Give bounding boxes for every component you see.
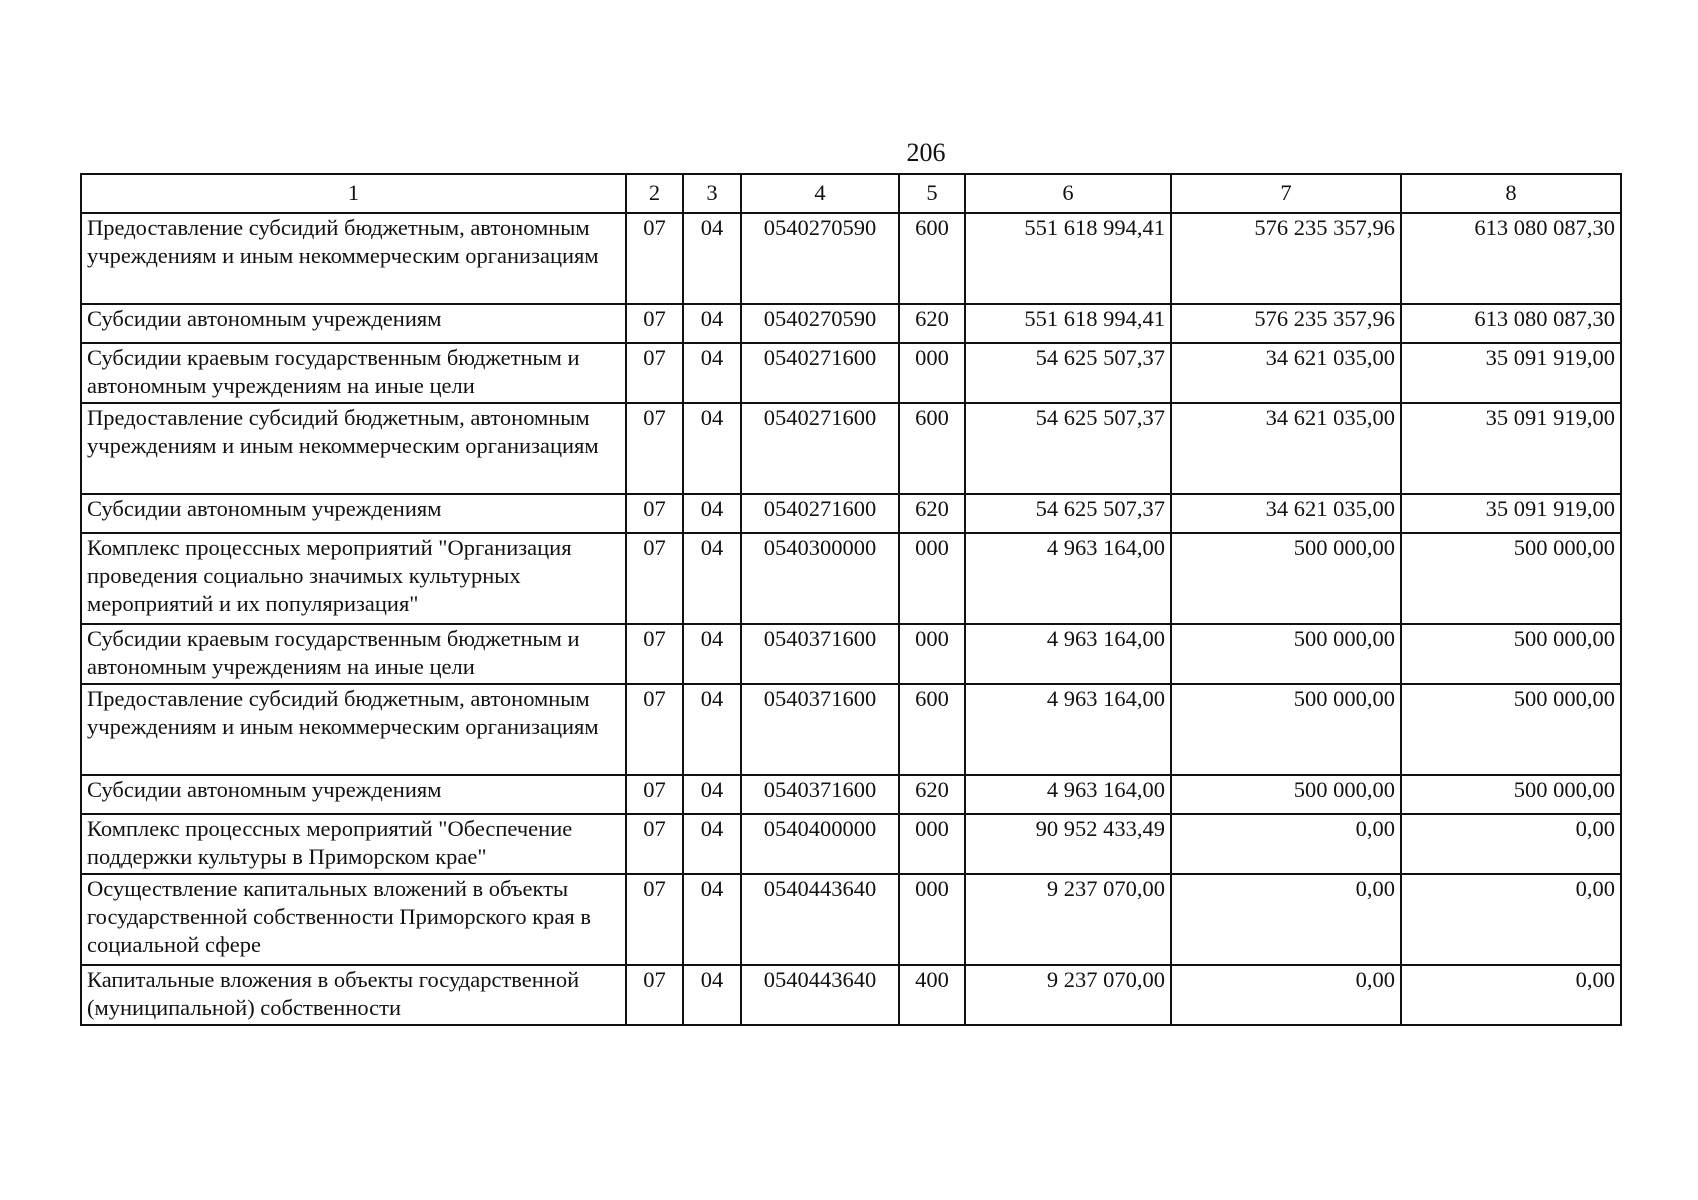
header-col-5: 5: [899, 174, 965, 213]
row-expense-type: 400: [899, 965, 965, 1025]
row-expense-type: 620: [899, 304, 965, 343]
row-amount-7: 500 000,00: [1171, 624, 1401, 684]
row-subsection: 04: [683, 533, 741, 624]
row-expense-type: 620: [899, 494, 965, 533]
row-name: Субсидии автономным учреждениям: [81, 775, 626, 814]
row-section: 07: [626, 343, 683, 403]
row-name: Осуществление капитальных вложений в объекты государственной собственности Приморского края в социальной сфере: [81, 874, 626, 965]
row-section: 07: [626, 874, 683, 965]
row-amount-7: 576 235 357,96: [1171, 213, 1401, 304]
table-row: [81, 213, 1621, 304]
header-col-8: 8: [1401, 174, 1621, 213]
row-amount-6: 4 963 164,00: [965, 533, 1171, 624]
table-row: [81, 965, 1621, 1025]
row-amount-7: 0,00: [1171, 965, 1401, 1025]
table-row: [81, 304, 1621, 343]
row-amount-7: 34 621 035,00: [1171, 494, 1401, 533]
row-subsection: 04: [683, 684, 741, 775]
row-amount-7: 500 000,00: [1171, 775, 1401, 814]
table-row: [81, 874, 1621, 965]
row-subsection: 04: [683, 775, 741, 814]
row-section: 07: [626, 213, 683, 304]
row-target-code: 0540443640: [741, 965, 899, 1025]
row-amount-8: 613 080 087,30: [1401, 304, 1621, 343]
row-target-code: 0540270590: [741, 304, 899, 343]
row-subsection: 04: [683, 965, 741, 1025]
row-target-code: 0540271600: [741, 343, 899, 403]
row-section: 07: [626, 965, 683, 1025]
row-section: 07: [626, 494, 683, 533]
table-row: [81, 403, 1621, 494]
header-col-2: 2: [626, 174, 683, 213]
row-amount-8: 35 091 919,00: [1401, 343, 1621, 403]
row-expense-type: 600: [899, 213, 965, 304]
table-row: [81, 775, 1621, 814]
header-col-1: 1: [81, 174, 626, 213]
row-name: Предоставление субсидий бюджетным, автономным учреждениям и иным некоммерческим организациям: [81, 684, 626, 775]
row-expense-type: 000: [899, 533, 965, 624]
table-row: [81, 684, 1621, 775]
row-subsection: 04: [683, 814, 741, 874]
header-col-7: 7: [1171, 174, 1401, 213]
row-expense-type: 000: [899, 343, 965, 403]
row-expense-type: 000: [899, 814, 965, 874]
row-amount-8: 0,00: [1401, 874, 1621, 965]
row-expense-type: 600: [899, 684, 965, 775]
row-subsection: 04: [683, 494, 741, 533]
row-target-code: 0540270590: [741, 213, 899, 304]
row-expense-type: 600: [899, 403, 965, 494]
row-name: Субсидии автономным учреждениям: [81, 304, 626, 343]
row-amount-6: 551 618 994,41: [965, 213, 1171, 304]
row-expense-type: 000: [899, 874, 965, 965]
row-amount-6: 4 963 164,00: [965, 624, 1171, 684]
header-col-4: 4: [741, 174, 899, 213]
row-target-code: 0540271600: [741, 494, 899, 533]
row-amount-6: 4 963 164,00: [965, 775, 1171, 814]
row-name: Субсидии краевым государственным бюджетным и автономным учреждениям на иные цели: [81, 624, 626, 684]
row-subsection: 04: [683, 343, 741, 403]
row-target-code: 0540300000: [741, 533, 899, 624]
row-name: Капитальные вложения в объекты государственной (муниципальной) собственности: [81, 965, 626, 1025]
budget-table: [80, 173, 1622, 1026]
row-amount-8: 613 080 087,30: [1401, 213, 1621, 304]
row-amount-8: 500 000,00: [1401, 624, 1621, 684]
row-amount-7: 34 621 035,00: [1171, 343, 1401, 403]
table-row: [81, 624, 1621, 684]
row-section: 07: [626, 775, 683, 814]
row-amount-6: 9 237 070,00: [965, 874, 1171, 965]
header-col-3: 3: [683, 174, 741, 213]
row-amount-7: 576 235 357,96: [1171, 304, 1401, 343]
row-section: 07: [626, 624, 683, 684]
row-subsection: 04: [683, 874, 741, 965]
row-section: 07: [626, 304, 683, 343]
header-row: [81, 174, 1621, 213]
row-name: Субсидии автономным учреждениям: [81, 494, 626, 533]
page-number: 206: [906, 138, 946, 167]
row-amount-8: 35 091 919,00: [1401, 494, 1621, 533]
row-name: Предоставление субсидий бюджетным, автономным учреждениям и иным некоммерческим организациям: [81, 213, 626, 304]
row-subsection: 04: [683, 624, 741, 684]
row-amount-6: 551 618 994,41: [965, 304, 1171, 343]
row-amount-6: 9 237 070,00: [965, 965, 1171, 1025]
row-amount-8: 0,00: [1401, 965, 1621, 1025]
row-section: 07: [626, 684, 683, 775]
row-subsection: 04: [683, 213, 741, 304]
row-name: Комплекс процессных мероприятий "Организация проведения социально значимых культурных мероприятий и их популяризация": [81, 533, 626, 624]
row-section: 07: [626, 533, 683, 624]
row-amount-8: 500 000,00: [1401, 775, 1621, 814]
row-target-code: 0540371600: [741, 684, 899, 775]
row-amount-6: 90 952 433,49: [965, 814, 1171, 874]
header-col-6: 6: [965, 174, 1171, 213]
row-target-code: 0540443640: [741, 874, 899, 965]
row-amount-7: 0,00: [1171, 874, 1401, 965]
table-row: [81, 494, 1621, 533]
row-amount-6: 54 625 507,37: [965, 403, 1171, 494]
row-expense-type: 000: [899, 624, 965, 684]
row-target-code: 0540271600: [741, 403, 899, 494]
row-target-code: 0540400000: [741, 814, 899, 874]
table-row: [81, 814, 1621, 874]
row-amount-6: 4 963 164,00: [965, 684, 1171, 775]
row-amount-8: 35 091 919,00: [1401, 403, 1621, 494]
row-section: 07: [626, 814, 683, 874]
row-amount-8: 0,00: [1401, 814, 1621, 874]
row-target-code: 0540371600: [741, 624, 899, 684]
row-expense-type: 620: [899, 775, 965, 814]
row-amount-7: 500 000,00: [1171, 533, 1401, 624]
row-amount-6: 54 625 507,37: [965, 343, 1171, 403]
row-name: Предоставление субсидий бюджетным, автономным учреждениям и иным некоммерческим организациям: [81, 403, 626, 494]
row-amount-7: 0,00: [1171, 814, 1401, 874]
row-name: Комплекс процессных мероприятий "Обеспечение поддержки культуры в Приморском крае": [81, 814, 626, 874]
row-amount-8: 500 000,00: [1401, 684, 1621, 775]
row-target-code: 0540371600: [741, 775, 899, 814]
row-amount-8: 500 000,00: [1401, 533, 1621, 624]
row-subsection: 04: [683, 304, 741, 343]
row-subsection: 04: [683, 403, 741, 494]
row-amount-6: 54 625 507,37: [965, 494, 1171, 533]
row-amount-7: 500 000,00: [1171, 684, 1401, 775]
row-section: 07: [626, 403, 683, 494]
table-row: [81, 533, 1621, 624]
row-amount-7: 34 621 035,00: [1171, 403, 1401, 494]
table-row: [81, 343, 1621, 403]
row-name: Субсидии краевым государственным бюджетным и автономным учреждениям на иные цели: [81, 343, 626, 403]
